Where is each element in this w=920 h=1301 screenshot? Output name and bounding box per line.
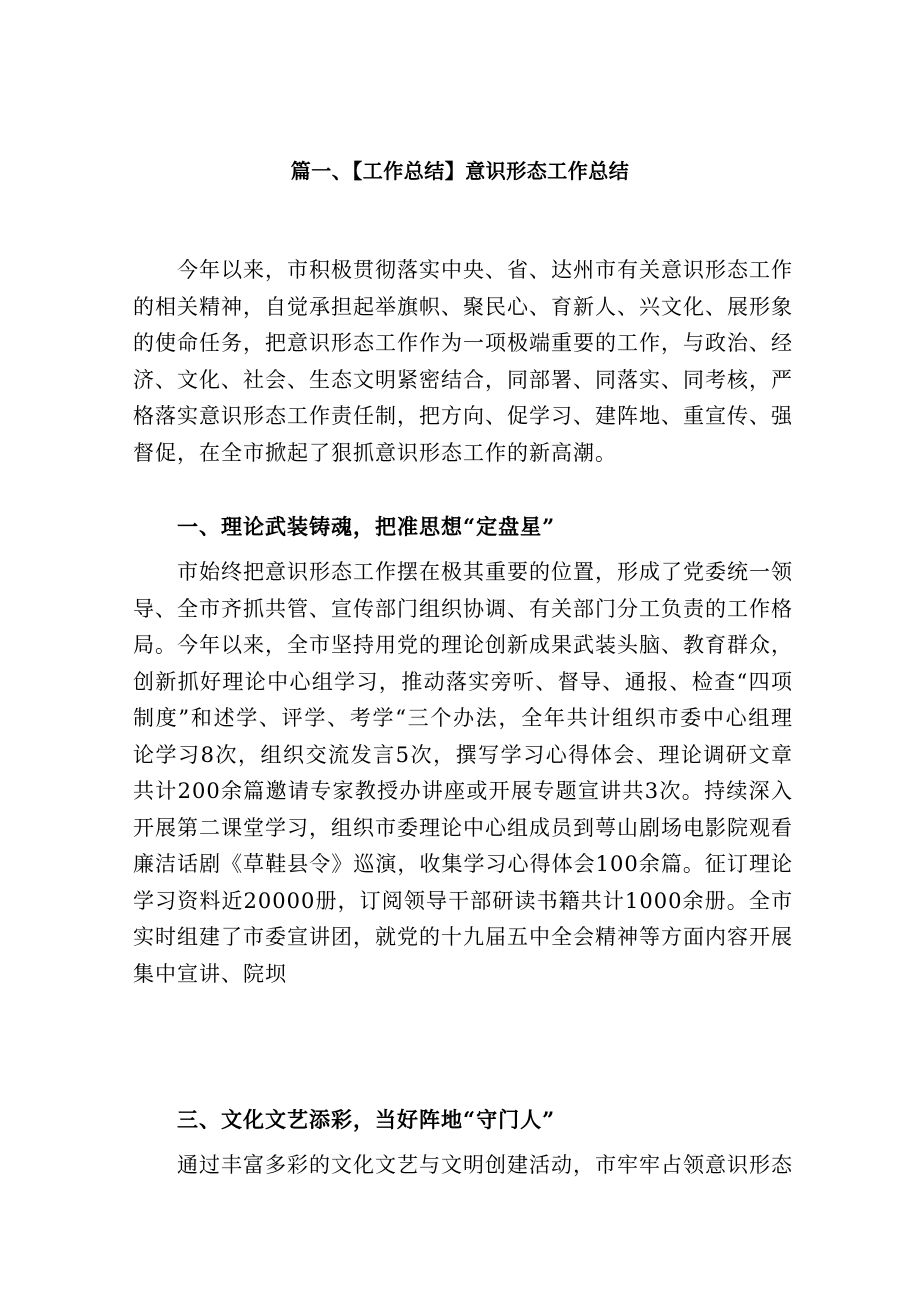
section-3-paragraph: 通过丰富多彩的文化文艺与文明创建活动，市牢牢占领意识形态 xyxy=(177,1153,793,1177)
section-1-paragraph: 市始终把意识形态工作摆在极其重要的位置，形成了党委统一领导、全市齐抓共管、宣传部门组织协调、有关部门分工负责的工作格局。今年以来，全市坚持用党的理论创新成果武装头脑、教育群众，创新抓好理论中心组学习，推动落实旁听、督导、通报、检查“四项制度”和述学、评学、考学“三个办法，全年共计组织市委中心组理论学习8次，组织交流发言5次，撰写学习心得体会、理论调研文章共计200余篇邀请专家教授办讲座或开展专题宣讲共3次。持续深入开展第二课堂学习，组织市委理论中心组成员到萼山剧场电影院观看廉洁话剧《草鞋县令》巡演，收集学习心得体会100余篇。征订理论学习资料近20000册，订阅领导干部研读书籍共计1000余册。全市实时组建了市委宣讲团，就党的十九届五中全会精神等方面内容开展集中宣讲、院坝 xyxy=(133,560,793,986)
section-3-heading: 三、文化文艺添彩，当好阵地“守门人” xyxy=(177,1107,556,1132)
section-1-heading: 一、理论武装铸魂，把准思想“定盘星” xyxy=(177,514,556,539)
intro-paragraph: 今年以来，市积极贯彻落实中央、省、达州市有关意识形态工作的相关精神，自觉承担起举旗帜、聚民心、育新人、兴文化、展形象的使命任务，把意识形态工作作为一项极端重要的工作，与政治、经济、文化、社会、生态文明紧密结合，同部署、同落实、同考核，严格落实意识形态工作责任制，把方向、促学习、建阵地、重宣传、强督促，在全市掀起了狠抓意识形态工作的新高潮。 xyxy=(133,258,793,465)
document-title: 篇一、【工作总结】意识形态工作总结 xyxy=(290,159,630,183)
